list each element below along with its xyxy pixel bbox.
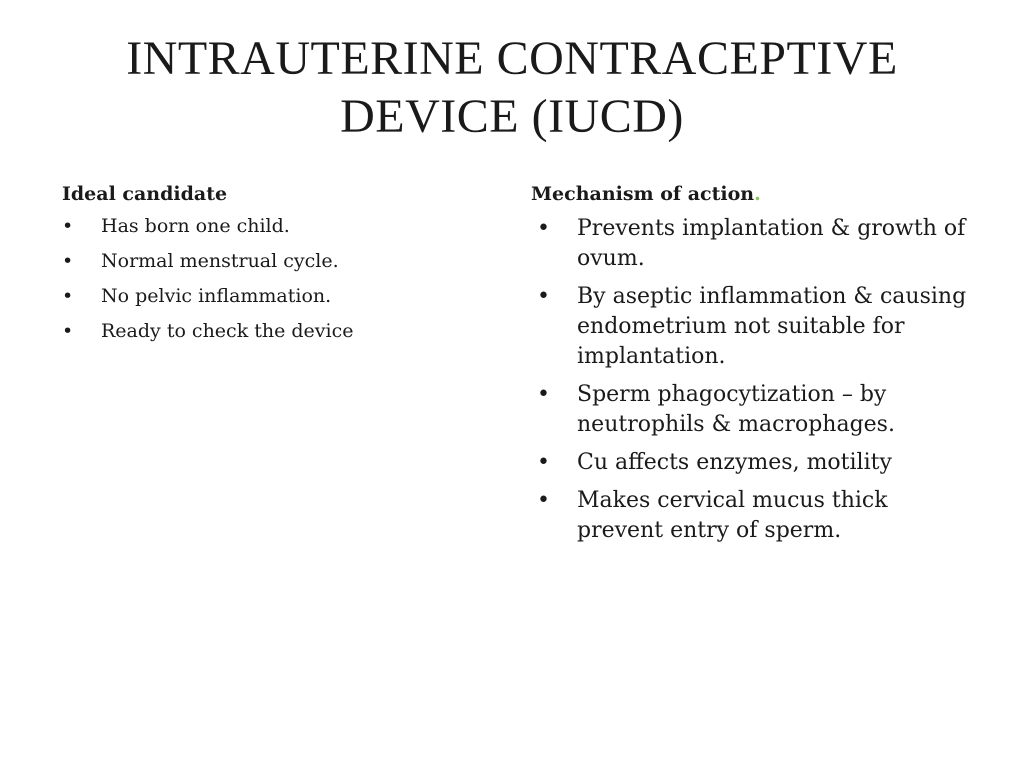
bullet-icon: • [537,382,550,407]
mechanism-heading-text: Mechanism of action [531,183,755,205]
slide-title [60,30,964,146]
ideal-candidate-heading-text: Ideal candidate [62,183,228,205]
list-item [531,486,971,546]
list-item [531,214,971,274]
bullet-icon: • [537,450,550,475]
list-item-text: No pelvic inflammation. [101,285,332,307]
list-item-text: By aseptic inflammation & causing endometrium not suitable for implantation. [577,284,967,369]
bullet-icon: • [62,285,74,307]
list-item-text: Ready to check the device [101,320,354,342]
list-item [62,249,492,273]
bullet-icon: • [537,488,550,513]
list-item [62,214,492,238]
list-item [531,380,971,440]
list-item [62,284,492,308]
ideal-candidate-list [62,214,492,343]
list-item-text: Sperm phagocytization – by neutrophils & macrophages. [577,382,895,437]
bullet-icon: • [62,250,74,272]
mechanism-heading [531,180,971,208]
list-item-text: Makes cervical mucus thick prevent entry of sperm. [577,488,888,543]
mechanism-list [531,214,971,546]
ideal-candidate-column [62,180,492,354]
list-item-text: Prevents implantation & growth of ovum. [577,216,966,271]
list-item-text: Cu affects enzymes, motility [577,450,892,475]
list-item [531,282,971,372]
list-item-text: Normal menstrual cycle. [101,250,339,272]
bullet-icon: • [537,284,550,309]
ideal-candidate-heading [62,180,492,208]
list-item [531,448,971,478]
title-line-1: INTRAUTERINE CONTRACEPTIVE [126,32,898,85]
list-item-text: Has born one child. [101,215,290,237]
title-line-2: DEVICE (IUCD) [340,90,684,143]
bullet-icon: • [537,216,550,241]
bullet-icon: • [62,320,74,342]
bullet-icon: • [62,215,74,237]
list-item [62,319,492,343]
heading-accent-dot: . [754,183,761,205]
mechanism-column [531,180,971,554]
